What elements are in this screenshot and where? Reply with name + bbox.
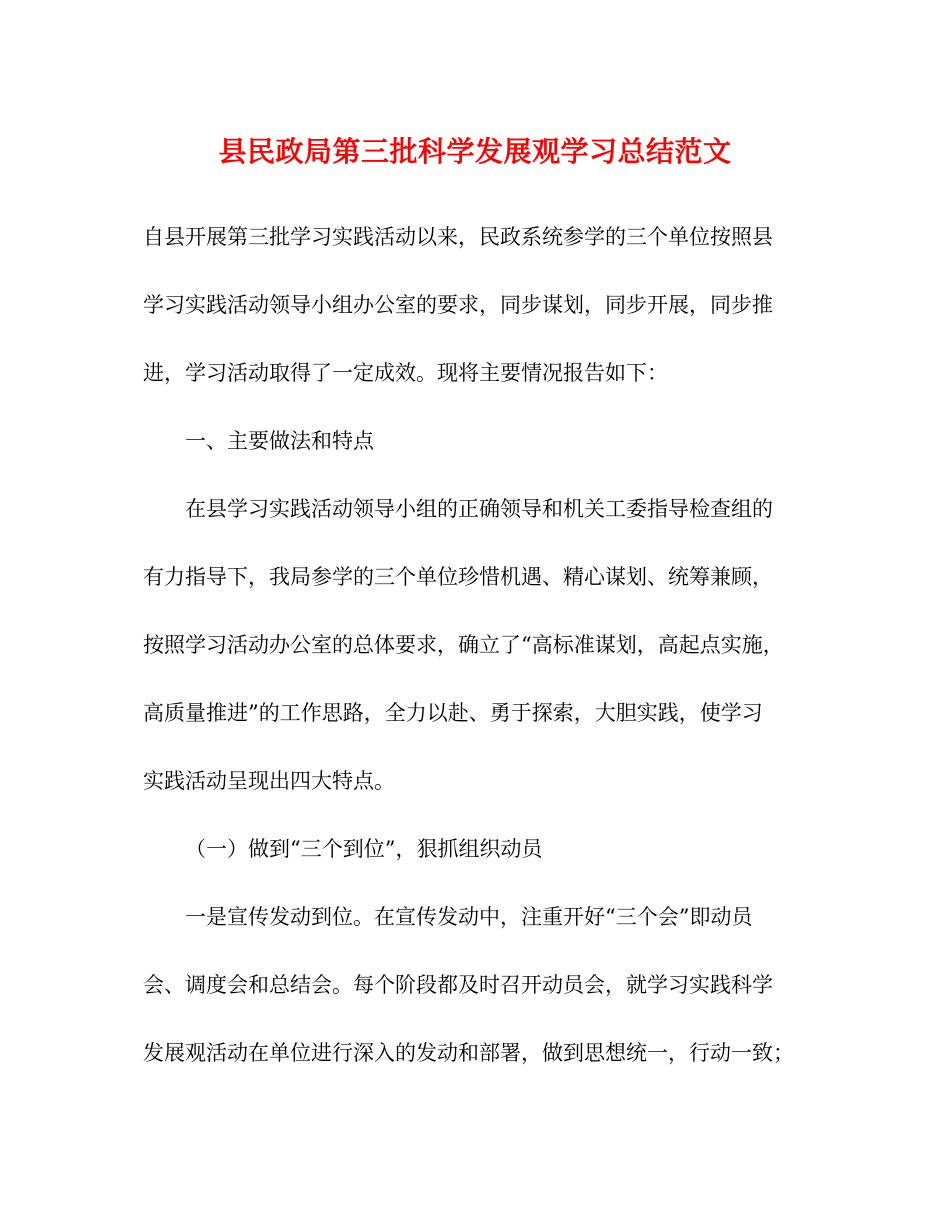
paragraph-line: 实践活动呈现出四大特点。 xyxy=(143,769,395,793)
section-heading: 一、主要做法和特点 xyxy=(185,429,374,453)
paragraph-line: 在县学习实践活动领导小组的正确领导和机关工委指导检查组的 xyxy=(185,497,773,521)
paragraph-line: 进，学习活动取得了一定成效。现将主要情况报告如下： xyxy=(143,361,668,385)
paragraph-line: 按照学习活动办公室的总体要求，确立了“高标准谋划，高起点实施， xyxy=(143,633,784,657)
paragraph-line: 学习实践活动领导小组办公室的要求，同步谋划，同步开展，同步推 xyxy=(143,293,773,317)
subsection-heading: （一）做到“三个到位”，狠抓组织动员 xyxy=(185,837,543,861)
paragraph-line: 一是宣传发动到位。在宣传发动中，注重开好“三个会”即动员 xyxy=(185,905,753,929)
paragraph-line: 会、调度会和总结会。每个阶段都及时召开动员会，就学习实践科学 xyxy=(143,973,773,997)
paragraph-line: 发展观活动在单位进行深入的发动和部署，做到思想统一，行动一致； xyxy=(143,1041,794,1065)
paragraph-line: 高质量推进”的工作思路，全力以赴、勇于探索，大胆实践，使学习 xyxy=(143,701,763,725)
document-title: 县民政局第三批科学发展观学习总结范文 xyxy=(218,135,732,168)
paragraph-line: 自县开展第三批学习实践活动以来，民政系统参学的三个单位按照县 xyxy=(143,225,773,249)
paragraph-line: 有力指导下，我局参学的三个单位珍惜机遇、精心谋划、统筹兼顾， xyxy=(143,565,773,589)
